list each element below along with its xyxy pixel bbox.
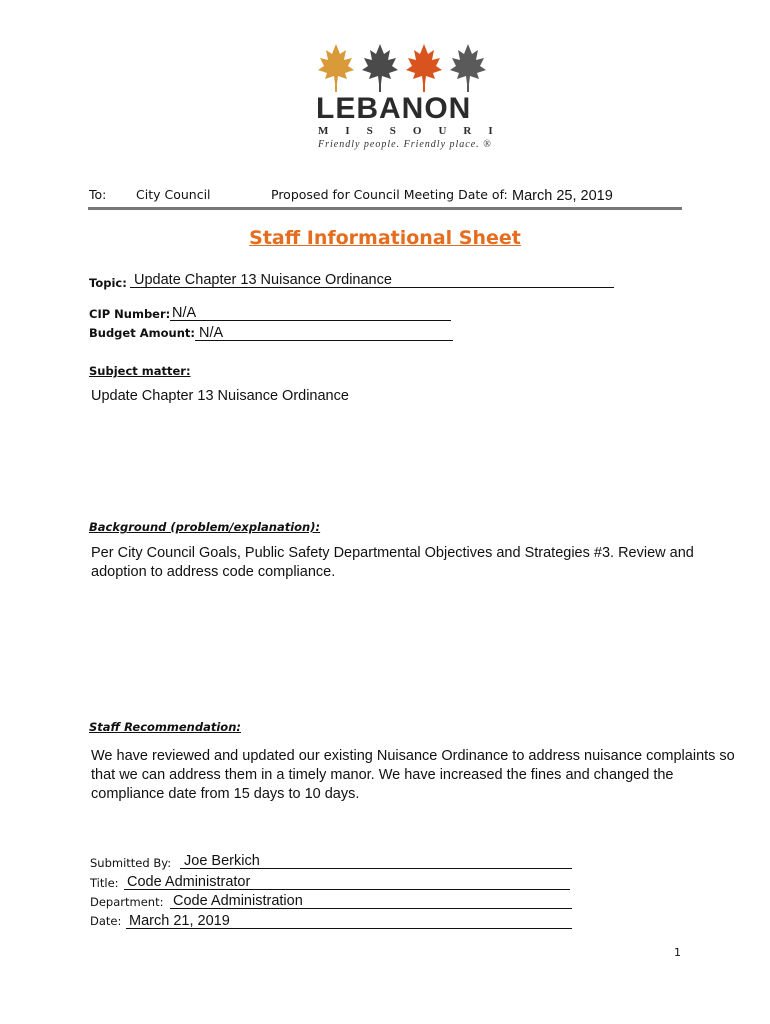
logo-name: LEBANON bbox=[316, 92, 472, 125]
maple-leaves-icon bbox=[300, 42, 500, 98]
date-value: March 21, 2019 bbox=[129, 913, 230, 929]
background-heading: Background (problem/explanation): bbox=[89, 520, 321, 534]
header-divider bbox=[88, 207, 682, 210]
cip-value: N/A bbox=[172, 305, 197, 321]
subject-heading: Subject matter: bbox=[89, 364, 191, 378]
recommendation-heading: Staff Recommendation: bbox=[89, 720, 241, 734]
department-label: Department: bbox=[90, 895, 164, 909]
title-label: Title: bbox=[90, 876, 119, 890]
date-field bbox=[126, 912, 572, 929]
page-number: 1 bbox=[674, 946, 681, 959]
topic-value: Update Chapter 13 Nuisance Ordinance bbox=[134, 272, 392, 288]
submitted-by-value: Joe Berkich bbox=[184, 853, 260, 869]
recommendation-line-3: compliance date from 15 days to 10 days. bbox=[91, 786, 360, 802]
meeting-date-value: March 25, 2019 bbox=[512, 188, 613, 204]
background-line-1: Per City Council Goals, Public Safety Departmental Objectives and Strategies #3. Review and bbox=[91, 545, 694, 561]
recommendation-line-1: We have reviewed and updated our existing Nuisance Ordinance to address nuisance complaints so bbox=[91, 748, 735, 764]
page-title: Staff Informational Sheet bbox=[249, 227, 521, 249]
budget-field bbox=[195, 324, 453, 341]
meeting-date-label: Proposed for Council Meeting Date of: bbox=[271, 187, 508, 202]
topic-label: Topic: bbox=[89, 276, 127, 290]
cip-label: CIP Number: bbox=[89, 307, 171, 321]
department-field bbox=[170, 892, 572, 909]
logo-tagline: Friendly people. Friendly place. ® bbox=[318, 139, 492, 150]
subject-text: Update Chapter 13 Nuisance Ordinance bbox=[91, 388, 349, 404]
department-value: Code Administration bbox=[173, 893, 303, 909]
submitted-by-field bbox=[180, 852, 572, 869]
budget-value: N/A bbox=[199, 325, 224, 341]
date-label: Date: bbox=[90, 914, 122, 928]
topic-field bbox=[130, 271, 614, 288]
to-label: To: bbox=[89, 187, 107, 202]
budget-label: Budget Amount: bbox=[89, 326, 195, 340]
recommendation-line-2: that we can address them in a timely manor. We have increased the fines and changed the bbox=[91, 767, 674, 783]
logo-state: MISSOURI bbox=[318, 125, 510, 137]
title-field bbox=[124, 873, 570, 890]
submitted-by-label: Submitted By: bbox=[90, 856, 172, 870]
title-value: Code Administrator bbox=[127, 874, 251, 890]
to-value: City Council bbox=[136, 187, 211, 202]
cip-field bbox=[170, 304, 451, 321]
background-line-2: adoption to address code compliance. bbox=[91, 564, 336, 580]
